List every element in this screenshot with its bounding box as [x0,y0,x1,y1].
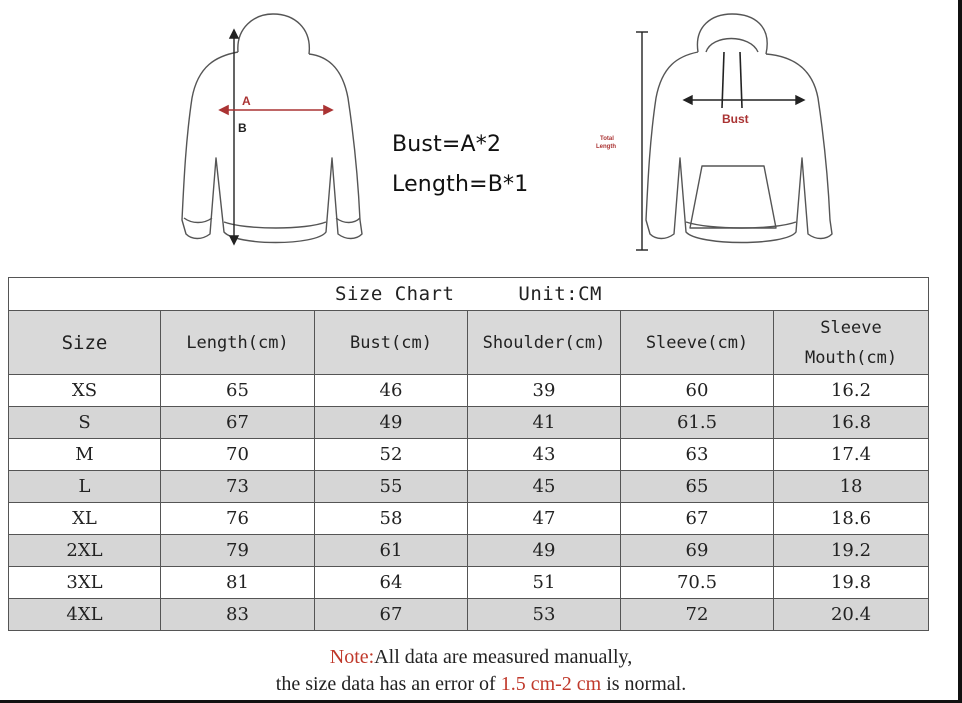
cell-size: M [9,439,161,471]
table-row [9,535,929,567]
cell-shoulder: 43 [468,439,621,471]
cell-size: 2XL [9,535,161,567]
header-sleeve: Sleeve(cm) [621,311,774,375]
cell-length: 79 [161,535,315,567]
cell-shoulder: 47 [468,503,621,535]
cell-sleeve: 61.5 [621,407,774,439]
frame-border-right [958,0,962,703]
cell-size: S [9,407,161,439]
arrow-b-top [230,30,238,38]
cell-sleeve: 65 [621,471,774,503]
hoodie-back-illustration [176,8,366,254]
note-line2-suffix: is normal. [601,673,687,695]
cell-size: 4XL [9,599,161,631]
cell-sleeve: 70.5 [621,567,774,599]
cell-shoulder: 51 [468,567,621,599]
cell-size: XS [9,375,161,407]
cell-length: 65 [161,375,315,407]
note-line2-prefix: the size data has an error of [275,673,501,695]
formula-length: Length=B*1 [392,172,529,197]
header-bust: Bust(cm) [315,311,468,375]
cell-length: 67 [161,407,315,439]
cell-sleeve: 72 [621,599,774,631]
table-caption [9,278,929,311]
cell-bust: 67 [315,599,468,631]
cell-length: 81 [161,567,315,599]
cell-sleeve: 63 [621,439,774,471]
table-row [9,567,929,599]
header-sleeve-mouth-line1: Sleeve [820,317,882,338]
size-chart-table [8,277,929,631]
cell-size: L [9,471,161,503]
cell-length: 73 [161,471,315,503]
cell-sleeve-mouth: 19.2 [774,535,929,567]
cell-shoulder: 49 [468,535,621,567]
hoodie-front-illustration [590,8,852,254]
note-line1-text: All data are measured manually, [374,646,633,668]
cell-sleeve-mouth: 17.4 [774,439,929,471]
cell-shoulder: 41 [468,407,621,439]
cell-bust: 64 [315,567,468,599]
body-outline [182,52,362,243]
table-unit: Unit:CM [518,283,602,305]
cell-sleeve: 60 [621,375,774,407]
table-body [9,375,929,631]
cell-sleeve: 69 [621,535,774,567]
label-bust: Bust [722,112,749,126]
label-b: B [238,121,247,135]
table-row [9,599,929,631]
label-total: Total [600,136,614,142]
hood-opening [706,39,758,53]
hood-outline [238,14,309,54]
cell-bust: 49 [315,407,468,439]
header-size: Size [9,311,161,375]
table-row [9,407,929,439]
note-label: Note: [329,646,375,668]
label-a: A [242,94,251,108]
table-row [9,439,929,471]
table-row [9,375,929,407]
table-row [9,471,929,503]
label-length: Length [596,144,616,150]
waistband [686,222,796,228]
cell-size: 3XL [9,567,161,599]
arrow-a-left [220,106,228,114]
cell-bust: 52 [315,439,468,471]
cell-sleeve: 67 [621,503,774,535]
cuff-left [184,218,212,223]
cell-length: 76 [161,503,315,535]
cell-sleeve-mouth: 20.4 [774,599,929,631]
cell-size: XL [9,503,161,535]
table-row [9,503,929,535]
cell-bust: 55 [315,471,468,503]
header-length: Length(cm) [161,311,315,375]
header-sleeve-mouth-line2: Mouth(cm) [804,347,898,368]
arrow-bust-left [684,96,692,104]
table-header-row [9,311,929,375]
cell-shoulder: 39 [468,375,621,407]
cell-length: 70 [161,439,315,471]
cell-shoulder: 53 [468,599,621,631]
cell-sleeve-mouth: 18.6 [774,503,929,535]
cell-length: 83 [161,599,315,631]
cell-bust: 58 [315,503,468,535]
arrow-b-bottom [230,236,238,244]
cell-sleeve-mouth: 18 [774,471,929,503]
waistband [224,222,326,228]
table-title: Size Chart [335,283,455,305]
note-error-range: 1.5 cm-2 cm [500,673,602,695]
cell-bust: 61 [315,535,468,567]
cuff-right [336,218,360,223]
cell-bust: 46 [315,375,468,407]
cell-sleeve-mouth: 16.2 [774,375,929,407]
formula-bust: Bust=A*2 [392,132,502,157]
cell-sleeve-mouth: 16.8 [774,407,929,439]
arrow-bust-right [796,96,804,104]
body-outline [646,52,832,243]
note-line-2 [0,673,962,696]
cell-sleeve-mouth: 19.8 [774,567,929,599]
arrow-a-right [324,106,332,114]
note-line-1 [0,646,962,669]
kangaroo-pocket [690,166,776,228]
header-sleeve-mouth [774,311,929,375]
cell-shoulder: 45 [468,471,621,503]
header-shoulder: Shoulder(cm) [468,311,621,375]
